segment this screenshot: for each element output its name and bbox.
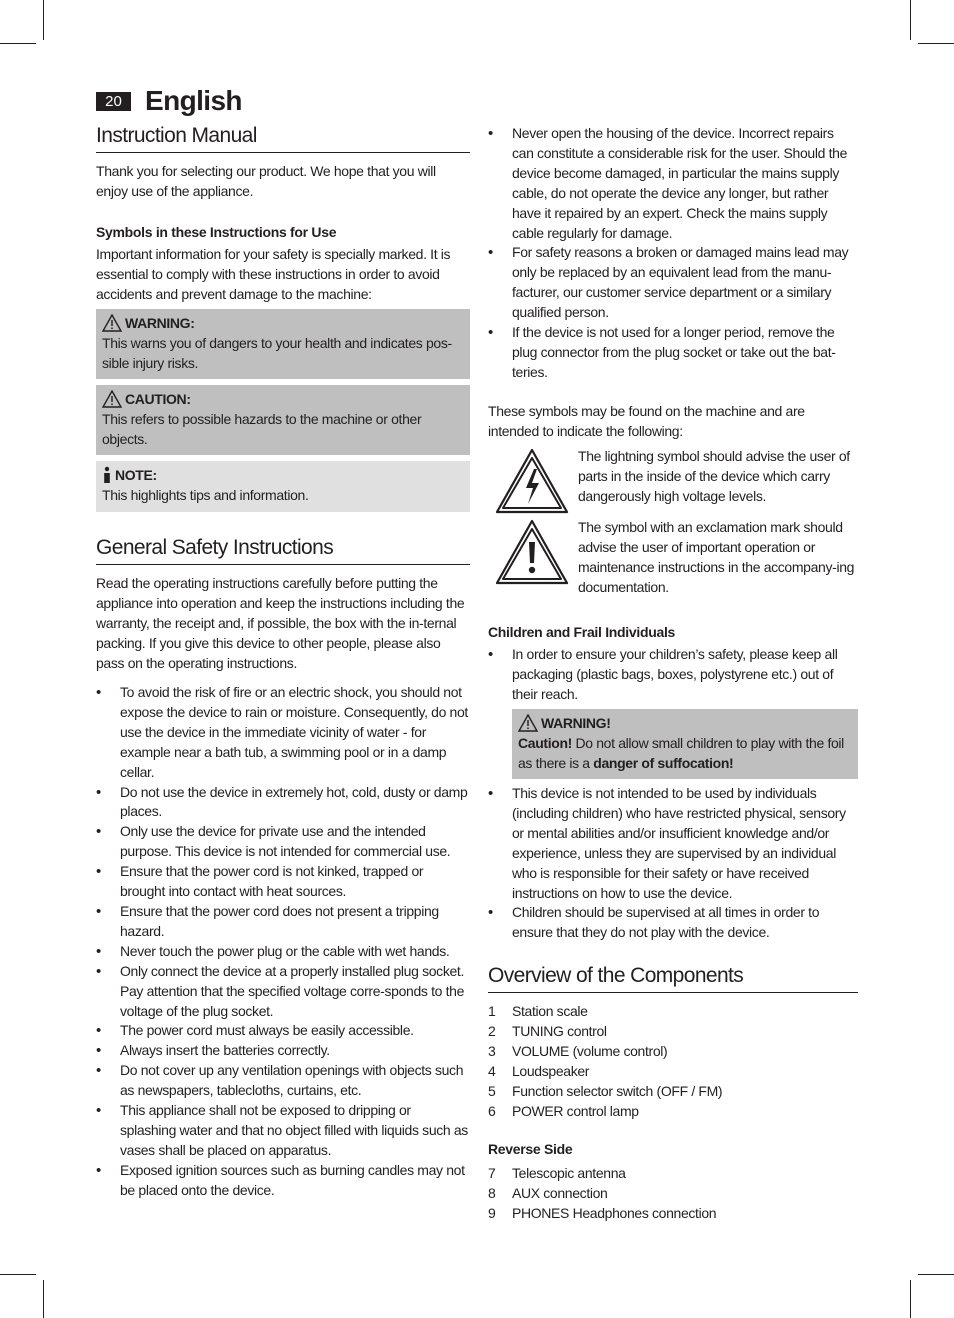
list-item [488,1101,858,1121]
caution-triangle-icon [102,390,122,408]
crop-mark [43,0,44,40]
list-item: • Exposed ignition sources such as burning candles may not be placed onto the device. [96,1161,470,1201]
list-item: • Do not cover up any ventilation openings with objects such as newspapers, tablecloths, curtains, etc. [96,1061,470,1101]
list-item: • Never touch the power plug or the cable with wet hands. [96,942,470,962]
item-label: POWER control lamp [512,1103,639,1119]
reverse-side-heading: Reverse Side [488,1141,573,1157]
instruction-manual-heading: Instruction Manual [96,122,470,153]
item-label: AUX connection [512,1185,608,1201]
list-item: • In order to ensure your children’s safety, please keep all packaging (plastic bags, boxes, polystyrene etc.) out of their reach. [488,645,858,705]
children-heading: Children and Frail Individuals [488,624,676,640]
item-label: TUNING control [512,1023,607,1039]
note-title: NOTE: [115,467,157,483]
list-item: • Always insert the batteries correctly. [96,1041,470,1061]
item-number: 9 [488,1205,496,1221]
info-icon [102,466,112,484]
note-text: This highlights tips and information. [102,487,309,503]
crop-mark [910,1280,911,1318]
list-item [488,1021,858,1041]
caution-text: This refers to possible hazards to the machine or other objects. [102,411,422,447]
caution-title: CAUTION: [125,391,191,407]
list-item: • Do not use the device in extremely hot, cold, dusty or damp places. [96,783,470,823]
item-number: 5 [488,1083,496,1099]
list-item: • Only use the device for private use and the intended purpose. This device is not intended for commercial use. [96,822,470,862]
item-number: 7 [488,1165,496,1181]
lightning-warning-icon [494,447,570,515]
lightning-text: The lightning symbol should advise the user of parts in the inside of the device which carry dangerously high voltage levels. [578,448,850,504]
crop-mark [0,1274,36,1275]
exclamation-symbol-block [488,518,858,598]
list-item: • Children should be supervised at all times in order to ensure that they do not play with the device. [488,903,858,943]
list-item: • The power cord must always be easily accessible. [96,1021,470,1041]
intro-paragraph: Thank you for selecting our product. We hope that you will enjoy use of the appliance. [96,163,436,199]
list-item [488,1001,858,1021]
symbols-text: These symbols may be found on the machine and are intended to indicate the following: [488,403,805,439]
safety-heading: General Safety Instructions [96,534,470,565]
list-item: • Only connect the device at a properly installed plug socket. Pay attention that the specified voltage corre-sponds to the voltage of the plug socket. [96,962,470,1022]
suffocation-label: danger of suffocation! [593,755,734,771]
warning-title: WARNING: [125,315,195,331]
safety-list [96,683,470,1201]
crop-mark [910,0,911,40]
exclamation-text: The symbol with an exclamation mark should advise the user of important operation or maintenance instructions in the accompany-ing documentation. [578,519,855,595]
list-item: • For safety reasons a broken or damaged mains lead may only be replaced by an equivalent lead from the manu-facturer, our customer service department or a similary qualified person. [488,243,858,323]
warning-box [96,309,470,379]
list-item: • This appliance shall not be exposed to dripping or splashing water and that no object filled with liquids such as vases shall be placed on apparatus. [96,1101,470,1161]
symbols-heading: Symbols in these Instructions for Use [96,224,337,240]
item-number: 3 [488,1043,496,1059]
lightning-symbol-block [488,447,858,527]
list-item: • To avoid the risk of fire or an electric shock, you should not expose the device to rain or moisture. Consequently, do not use the device in the immediate vicinity of water - for example near a bath tub, a swimming pool or in a damp cellar. [96,683,470,783]
crop-mark [0,43,36,44]
list-item: • Ensure that the power cord is not kinked, trapped or brought into contact with heat sources. [96,862,470,902]
caution-label: Caution! [518,735,572,751]
list-item: • Ensure that the power cord does not present a tripping hazard. [96,902,470,942]
item-number: 2 [488,1023,496,1039]
page-number: 20 [96,92,131,111]
crop-mark [43,1280,44,1318]
item-number: 1 [488,1003,496,1019]
item-label: Station scale [512,1003,588,1019]
item-number: 4 [488,1063,496,1079]
list-item: • If the device is not used for a longer period, remove the plug connector from the plug socket or take out the bat-teries. [488,323,858,383]
item-label: VOLUME (volume control) [512,1043,668,1059]
list-item [488,1183,858,1203]
item-number: 6 [488,1103,496,1119]
list-item [488,1041,858,1061]
reverse-list [488,1163,858,1223]
warning-triangle-icon [518,714,538,732]
children-list-2 [488,784,858,943]
children-list-1 [488,645,858,705]
safety-list-continued [488,124,858,383]
list-item [488,1203,858,1223]
children-warning-text [518,733,853,773]
note-box [96,461,470,512]
item-label: Function selector switch (OFF / FM) [512,1083,723,1099]
list-item: • Never open the housing of the device. Incorrect repairs can constitute a considerable risk for the user. Should the device become damaged, in particular the mains supply cable, do not operate the device any longer, but rather have it repaired by an expert. Check the mains supply cable regularly for damage. [488,124,858,243]
safety-intro: Read the operating instructions carefully before putting the appliance into operation and keep the instructions including the warranty, the receipt and, if possible, the box with the in-ternal packing. If you give this device to other people, please also pass on the operating instructions. [96,575,465,671]
overview-heading: Overview of the Components [488,962,858,993]
children-warning-title: WARNING! [541,715,611,731]
list-item [488,1081,858,1101]
components-list [488,1001,858,1121]
symbols-intro: Important information for your safety is specially marked. It is essential to comply with these instructions in order to avoid accidents and prevent damage to the machine: [96,246,451,302]
list-item [488,1163,858,1183]
crop-mark [918,1274,954,1275]
item-number: 8 [488,1185,496,1201]
item-label: Telescopic antenna [512,1165,626,1181]
children-warning-box [512,709,858,779]
crop-mark [918,43,954,44]
item-label: Loudspeaker [512,1063,590,1079]
warning-text: This warns you of dangers to your health and indicates pos-sible injury risks. [102,335,452,371]
list-item: • This device is not intended to be used by individuals (including children) who have restricted physical, sensory or mental abilities and/or insufficient knowledge and/or experience, unless they are supervised by an individual who is responsible for their safety or have received instructions on how to use the device. [488,784,858,903]
caution-box [96,385,470,455]
list-item [488,1061,858,1081]
exclamation-warning-icon [494,518,570,586]
item-label: PHONES Headphones connection [512,1205,717,1221]
language-title: English [145,85,242,116]
warning-body: Do not allow small children to play with the foil as there is a [518,735,844,771]
warning-triangle-icon [102,314,122,332]
